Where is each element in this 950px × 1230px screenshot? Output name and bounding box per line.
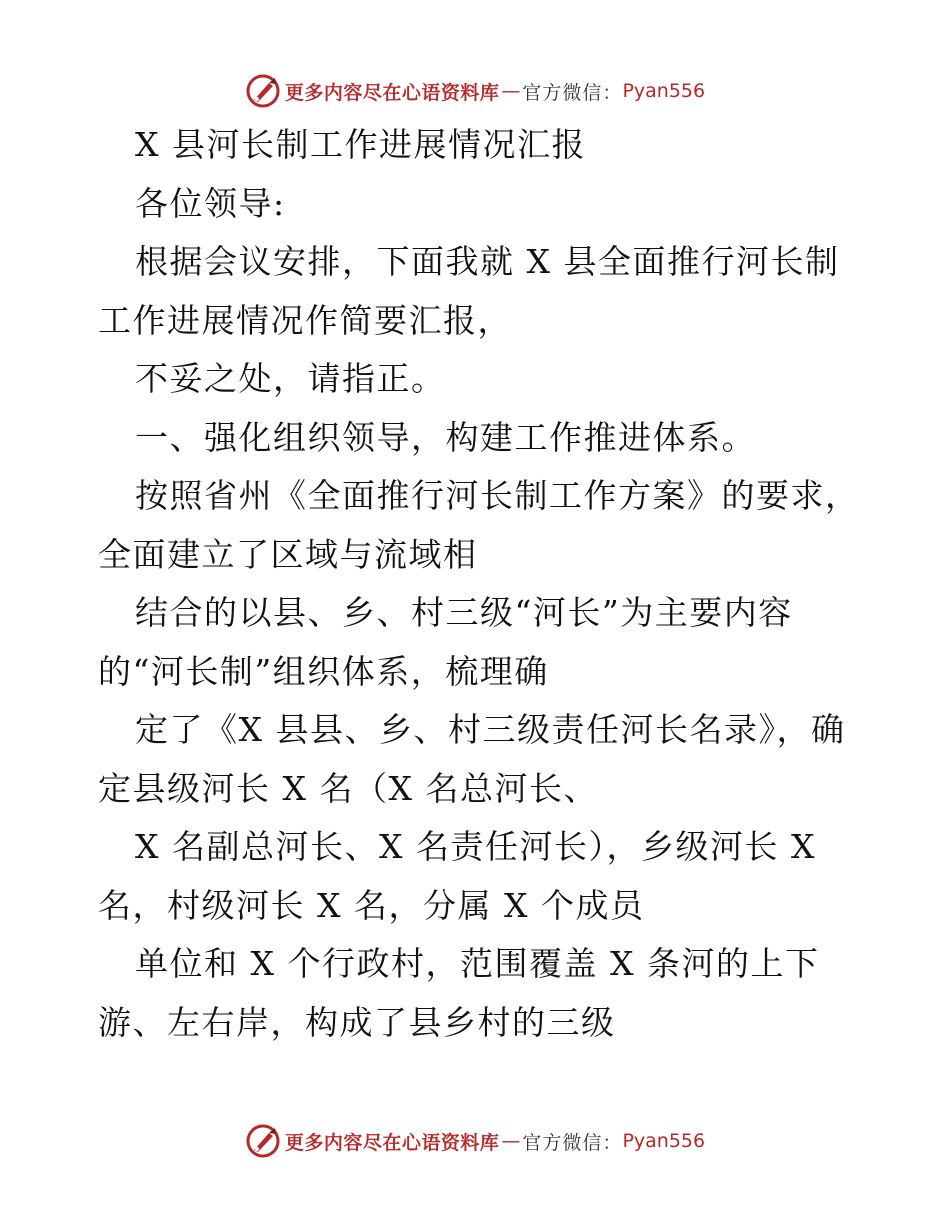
salutation: 各位领导:: [135, 183, 286, 223]
paragraph-line: 的“河长制”组织体系，梳理确: [98, 651, 549, 691]
paragraph-line: 全面建立了区域与流域相: [98, 534, 478, 574]
paragraph-line: 定县级河长 X 名（X 名总河长、: [98, 768, 598, 808]
watermark-official-label: 官方微信：: [522, 1131, 623, 1154]
paragraph-line: 定了《X 县县、乡、村三级责任河长名录》，确: [135, 710, 846, 749]
quill-pen-logo-icon: [245, 73, 281, 109]
footer-watermark: [0, 1121, 950, 1161]
watermark-official-label: 官方微信：: [522, 81, 623, 104]
header-watermark: [0, 71, 950, 111]
watermark-dash: —: [501, 80, 521, 102]
watermark-dash: —: [501, 1130, 521, 1152]
paragraph-line: 名，村级河长 X 名，分属 X 个成员: [98, 885, 645, 925]
watermark-text: 更多内容尽在心语资料库: [284, 81, 500, 104]
quill-pen-logo-icon: [245, 1123, 281, 1159]
paragraph-line: X 名副总河长、X 名责任河长），乡级河长 X: [135, 827, 816, 866]
document-title: X 县河长制工作进展情况汇报: [135, 125, 586, 164]
watermark-handle: Pyan556: [622, 1130, 706, 1152]
document-body: [98, 116, 858, 1052]
paragraph-line: 单位和 X 个行政村，范围覆盖 X 条河的上下: [135, 944, 820, 983]
section-heading: 一、强化组织领导，构建工作推进体系。: [135, 417, 756, 457]
watermark-handle: Pyan556: [622, 80, 706, 102]
paragraph-line: 游、左右岸，构成了县乡村的三级: [98, 1002, 616, 1042]
paragraph-line: 结合的以县、乡、村三级“河长”为主要内容: [135, 593, 793, 632]
paragraph-line: 根据会议安排，下面我就 X 县全面推行河长制: [135, 242, 840, 281]
paragraph-line: 工作进展情况作简要汇报，: [98, 300, 512, 340]
paragraph-line: 不妥之处，请指正。: [135, 359, 446, 398]
paragraph-line: 按照省州《全面推行河长制工作方案》的要求，: [135, 476, 860, 515]
watermark-text: 更多内容尽在心语资料库: [284, 1131, 500, 1154]
